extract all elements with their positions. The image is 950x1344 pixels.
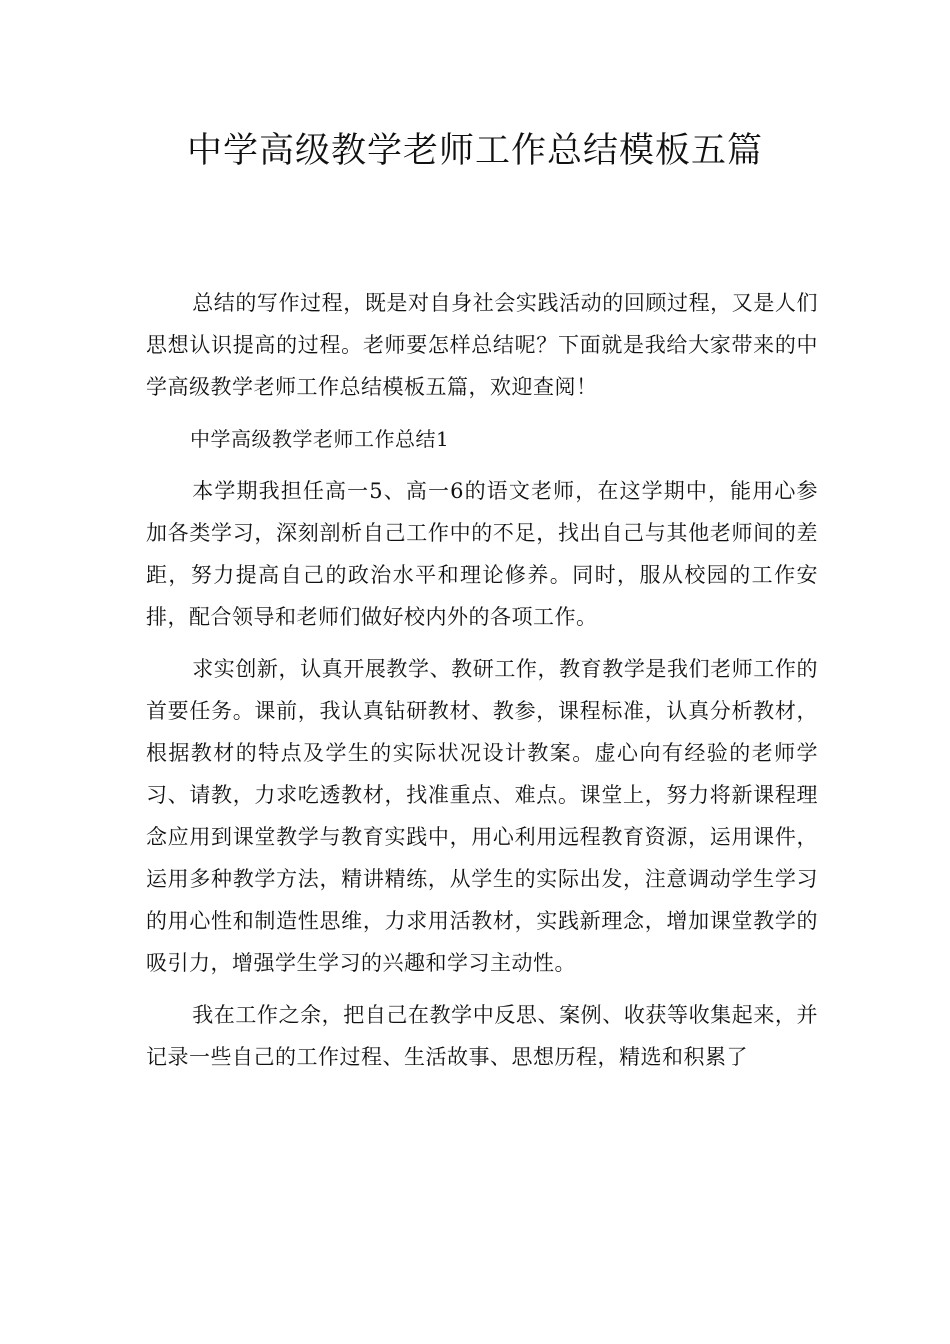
intro-paragraph: 总结的写作过程，既是对自身社会实践活动的回顾过程，又是人们思想认识提高的过程。老师要怎样总结呢？下面就是我给大家带来的中学高级教学老师工作总结模板五篇，欢迎查阅！ <box>146 291 818 399</box>
section-heading: 中学高级教学老师工作总结1 <box>190 427 450 451</box>
body-paragraph-2: 求实创新，认真开展教学、教研工作，教育教学是我们老师工作的首要任务。课前，我认真钻研教材、教参，课程标准，认真分析教材，根据教材的特点及学生的实际状况设计教案。虚心向有经验的老师学习、请教，力求吃透教材，找准重点、难点。课堂上，努力将新课程理念应用到课堂教学与教育实践中，用心利用远程教育资源，运用课件，运用多种教学方法，精讲精练，从学生的实际出发，注意调动学生学习的用心性和制造性思维，力求用活教材，实践新理念，增加课堂教学的吸引力，增强学生学习的兴趣和学习主动性。 <box>146 657 818 975</box>
document-body <box>146 282 818 1088</box>
body-paragraph-3: 我在工作之余，把自己在教学中反思、案例、收获等收集起来，并记录一些自己的工作过程、生活故事、思想历程，精选和积累了 <box>146 1003 818 1069</box>
body-paragraph-1: 本学期我担任高一5、高一6的语文老师，在这学期中，能用心参加各类学习，深刻剖析自己工作中的不足，找出自己与其他老师间的差距，努力提高自己的政治水平和理论修养。同时，服从校园的工作安排，配合领导和老师们做好校内外的各项工作。 <box>146 479 818 629</box>
document-title: 中学高级教学老师工作总结模板五篇 <box>186 131 763 171</box>
